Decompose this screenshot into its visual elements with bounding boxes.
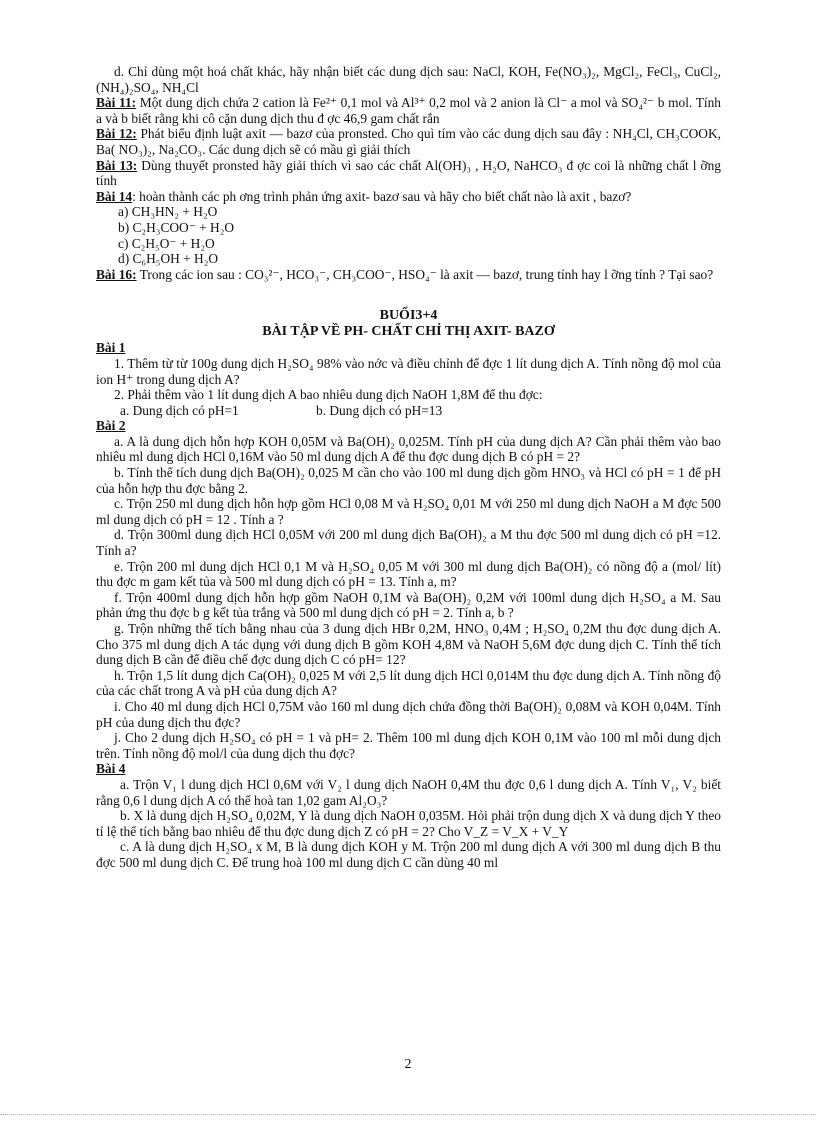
- exercise-label: Bài 16:: [96, 266, 137, 282]
- paragraph: j. Cho 2 dung dịch H₂SO₄ có pH = 1 và pH= 2. Thêm 100 ml dung dịch KOH 0,1M vào 100 ml mỗi dung dịch trên. Tính nồng độ mol/l của dung dịch thu đợc?: [96, 730, 721, 761]
- exercise-16: Bài 16: Trong các ion sau : CO₃²⁻, HCO₃⁻, CH₃COO⁻, HSO₄⁻ là axit — bazơ, trung tính hay l ỡng tính ? Tại sao?: [96, 266, 714, 282]
- paragraph: c. Trộn 250 ml dung dịch hỗn hợp gồm HCl 0,08 M và H₂SO₄ 0,01 M với 250 ml dung dịch NaOH a M đợc 500 ml dung dịch có pH = 12 . Tính a ?: [96, 496, 721, 527]
- exercise-12: Bài 12: Phát biểu định luật axit — bazơ của pronsted. Cho quì tím vào các dung dịch sau đây : NH₄Cl, CH₃COOK, Ba( NO₃)₂, Na₂CO₃. Các dung dịch sẽ có mầu gì giải thích: [96, 126, 721, 157]
- page-divider: [0, 1114, 816, 1115]
- list-item: a) CH₃HN₂ + H₂O: [118, 204, 218, 220]
- list-item: c) C₂H₅O⁻ + H₂O: [118, 235, 215, 251]
- exercise-label: Bài 11:: [96, 95, 137, 111]
- paragraph: c. A là dung dịch H₂SO₄ x M, B là dung dịch KOH y M. Trộn 200 ml dung dịch A với 300 ml dung dịch B thu đợc 500 ml dung dịch C. Để trung hoà 100 ml dung dịch C cần dùng 40 ml: [96, 839, 721, 870]
- option-b: b. Dung dịch có pH=13: [316, 402, 443, 418]
- page-content: [96, 64, 721, 871]
- page-number: 2: [404, 1057, 412, 1072]
- exercise-14: Bài 14: hoàn thành các ph ơng trình phản ứng axit- bazơ sau và hãy cho biết chất nào là axit , bazơ?: [96, 188, 632, 204]
- list-item: b) C₂H₃COO⁻ + H₂O: [118, 219, 235, 235]
- option-row: [96, 403, 721, 419]
- option-a: a. Dung dịch có pH=1: [120, 402, 239, 418]
- exercise-label: Bài 13:: [96, 157, 138, 173]
- paragraph: i. Cho 40 ml dung dịch HCl 0,75M vào 160 ml dung dịch chứa đồng thời Ba(OH)₂ 0,08M và KOH 0,04M. Tính pH của dung dịch thu đợc?: [96, 698, 721, 730]
- section-title: BÀI TẬP VỀ PH- CHẤT CHỈ THỊ AXIT- BAZƠ: [262, 324, 555, 340]
- exercise-4-label: Bài 4: [96, 761, 126, 777]
- paragraph: 1. Thêm từ từ 100g dung dịch H₂SO₄ 98% vào nớc và điều chỉnh để đợc 1 lít dung dịch A. Tính nồng độ mol của ion H⁺ trong dung dịch A?: [96, 355, 721, 387]
- exercise-1-label: Bài 1: [96, 340, 126, 356]
- exercise-13: Bài 13: Dùng thuyết pronsted hãy giải thích vì sao các chất Al(OH)₃ , H₂O, NaHCO₃ đ ợc coi là những chất l ỡng tính: [96, 157, 721, 189]
- paragraph: b. Tính thể tích dung dịch Ba(OH)₂ 0,025 M cần cho vào 100 ml dung dịch gồm HNO₃ và HCl có pH = 1 để pH của hỗn hợp thu đợc bằng 2.: [96, 465, 721, 496]
- paragraph: a. Trộn V₁ l dung dịch HCl 0,6M với V₂ l dung dịch NaOH 0,4M thu đợc 0,6 l dung dịch A. Tính V₁, V₂ biết rằng 0,6 l dung dịch A có thể hoà tan 1,02 gam Al₂O₃?: [96, 776, 721, 808]
- paragraph: e. Trộn 200 ml dung dịch HCl 0,1 M và H₂SO₄ 0,05 M với 300 ml dung dịch Ba(OH)₂ có nồng độ a (mol/ lít) thu đợc m gam kết tủa và 500 ml dung dịch có pH = 13. Tính a, m?: [96, 558, 721, 590]
- paragraph: d. Trộn 300ml dung dịch HCl 0,05M với 200 ml dung dịch Ba(OH)₂ a M thu đợc 500 ml dung dịch có pH =12. Tính a?: [96, 527, 721, 559]
- exercise-label: Bài 12:: [96, 126, 137, 142]
- paragraph: 2. Phải thêm vào 1 lít dung dịch A bao nhiêu dung dịch NaOH 1,8M để thu đợc:: [114, 387, 543, 403]
- exercise-label: Bài 14: [96, 188, 133, 204]
- paragraph: h. Trộn 1,5 lít dung dịch Ca(OH)₂ 0,025 M với 2,5 lít dung dịch HCl 0,014M thu đợc dung dịch A. Tính nồng độ của các chất trong A và pH của dung dịch A?: [96, 667, 721, 699]
- paragraph: g. Trộn những thể tích bằng nhau của 3 dung dịch HBr 0,2M, HNO₃ 0,4M ; H₂SO₄ 0,2M thu đợc dung dịch A. Cho 375 ml dung dịch A tác dụng với dung dịch B gồm KOH 4,8M và NaOH 5,6M đợc dung dịch C. Tính thể tích dung dịch B cần để điều chế đợc dung dịch C có pH= 12?: [96, 621, 721, 668]
- list-item: d) C₆H₅OH + H₂O: [118, 251, 219, 267]
- exercise-11: Bài 11: Một dung dịch chứa 2 cation là Fe²⁺ 0,1 mol và Al³⁺ 0,2 mol và 2 anion là Cl⁻ a mol và SO₄²⁻ b mol. Tính a và b biết rằng khi cô cặn dung dịch thu đ ợc 46,9 gam chất rắn: [96, 95, 721, 126]
- paragraph-d: d. Chỉ dùng một hoá chất khác, hãy nhận biết các dung dịch sau: NaCl, KOH, Fe(NO₃)₂, MgCl₂, FeCl₃, CuCl₂, (NH₄)₂SO₄, NH₄Cl: [96, 64, 721, 95]
- section-heading: BUỔI3+4: [379, 308, 438, 324]
- paragraph: a. A là dung dịch hỗn hợp KOH 0,05M và Ba(OH)₂ 0,025M. Tính pH của dung dịch A? Cần phải thêm vào bao nhiêu ml dung dịch HCl 0,16M vào 50 ml dung dịch A để thu đợc dung dịch B có pH = 2?: [96, 433, 721, 465]
- paragraph: b. X là dung dịch H₂SO₄ 0,02M, Y là dung dịch NaOH 0,035M. Hỏi phải trộn dung dịch X và dung dịch Y theo tỉ lệ thể tích bằng bao nhiêu để thu đợc dung dịch Z có pH = 2? Cho V_Z = V_X + V_Y: [96, 808, 721, 839]
- exercise-2-label: Bài 2: [96, 418, 126, 434]
- paragraph: f. Trộn 400ml dung dịch hỗn hợp gồm NaOH 0,1M và Ba(OH)₂ 0,2M với 100ml dung dịch H₂SO₄ a M. Sau phản ứng thu đợc b g kết tủa trắng và 500 ml dung dịch có pH = 2. Tính a, b ?: [96, 589, 721, 621]
